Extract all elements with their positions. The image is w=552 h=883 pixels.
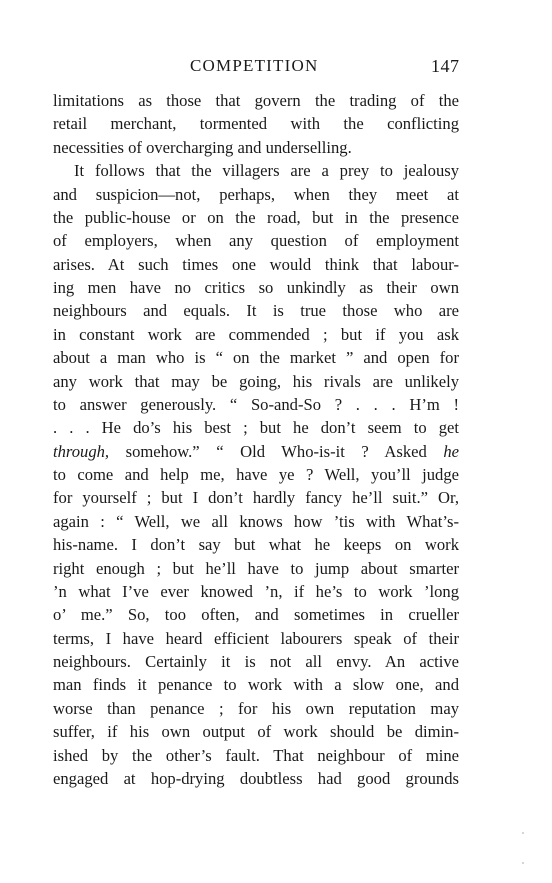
body-text — [53, 89, 459, 790]
text-line: right enough ; but he’ll have to jump about smarter — [53, 558, 459, 578]
text-line: ’n what I’ve ever knowed ’n, if he’s to work ’long — [53, 581, 459, 601]
text-line: ing men have no critics so unkindly as their own — [53, 278, 459, 297]
text-line: necessities of overcharging and underselling. — [53, 137, 352, 157]
scan-speck — [522, 832, 524, 834]
text-line: neighbours. Certainly it is not all envy. An active — [53, 652, 459, 671]
text-line: o’ me.” So, too often, and sometimes in crueller — [53, 605, 459, 625]
text-line: any work that may be going, his rivals are unlikely — [53, 371, 459, 391]
text-line: arises. At such times one would think that labour- — [53, 254, 459, 274]
text-line: for yourself ; but I don’t hardly fancy he’ll suit.” Or, — [53, 488, 459, 508]
text-line: engaged at hop-drying doubtless had good grounds — [53, 768, 459, 788]
page-number: 147 — [431, 56, 460, 76]
scan-speck — [522, 862, 524, 864]
italic-word: he — [443, 441, 459, 461]
text-line: his-name. I don’t say but what he keeps on work — [53, 535, 459, 555]
text-line: again : “ Well, we all knows how ’tis with What’s- — [53, 511, 459, 531]
text-line: man finds it penance to work with a slow one, and — [53, 675, 459, 695]
text-line: suffer, if his own output of work should be dimin- — [53, 722, 459, 742]
text-line: and suspicion—not, perhaps, when they meet at — [53, 184, 459, 204]
text-segment: somehow.” “ Old Who-is-it ? Asked — [109, 441, 444, 461]
running-title: COMPETITION — [190, 56, 319, 75]
paragraph-first-line: It follows that the villagers are a prey to jealousy — [74, 161, 459, 181]
text-line: ished by the other’s fault. That neighbour of mine — [53, 745, 459, 765]
text-line: to come and help me, have ye ? Well, you’ll judge — [53, 465, 459, 484]
text-line: neighbours and equals. It is true those who are — [53, 301, 459, 321]
running-head — [0, 56, 552, 78]
text-line: terms, I have heard efficient labourers speak of their — [53, 628, 459, 648]
text-line: the public-house or on the road, but in the presence — [53, 207, 459, 227]
text-line: of employers, when any question of employment — [53, 231, 459, 251]
text-line-with-italics — [53, 440, 459, 463]
text-line: about a man who is “ on the market ” and open for — [53, 348, 459, 368]
text-line: limitations as those that govern the trading of the — [53, 91, 459, 110]
text-line: worse than penance ; for his own reputation may — [53, 698, 459, 718]
text-line: retail merchant, tormented with the conflicting — [53, 114, 459, 134]
italic-word: through, — [53, 441, 110, 461]
text-line: in constant work are commended ; but if you ask — [53, 324, 459, 344]
text-line: . . . He do’s his best ; but he don’t seem to get — [53, 418, 459, 438]
text-line: to answer generously. “ So-and-So ? . . . H’m ! — [53, 394, 459, 414]
